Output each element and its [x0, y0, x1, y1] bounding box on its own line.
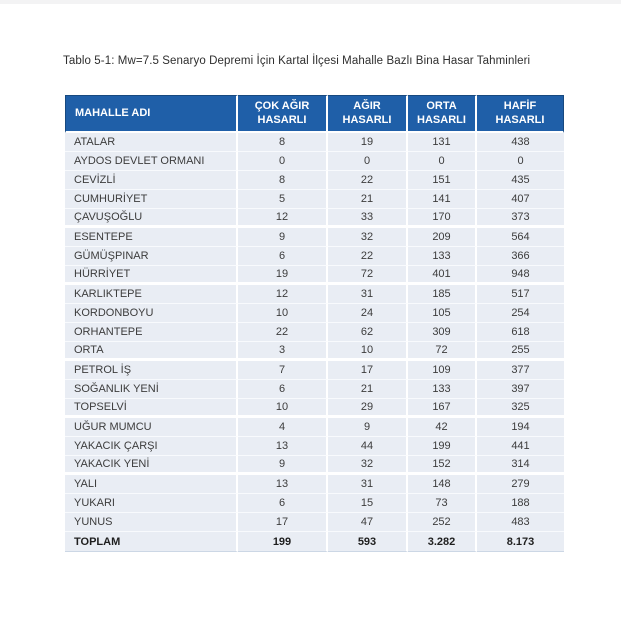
- damage-count: 133: [408, 247, 477, 266]
- total-hafif: 8.173: [477, 532, 564, 552]
- damage-count: 12: [238, 209, 328, 228]
- damage-count: 10: [328, 342, 408, 361]
- damage-count: 24: [328, 304, 408, 323]
- table-row: [65, 152, 564, 171]
- damage-count: 152: [408, 456, 477, 475]
- damage-count: 131: [408, 133, 477, 152]
- table-row: [65, 171, 564, 190]
- column-header-cok-agir-hasarli: ÇOK AĞIR HASARLI: [238, 95, 328, 133]
- damage-count: 4: [238, 418, 328, 437]
- neighborhood-name: ESENTEPE: [65, 228, 238, 247]
- damage-count: 209: [408, 228, 477, 247]
- damage-count: 13: [238, 475, 328, 494]
- damage-count: 7: [238, 361, 328, 380]
- damage-count: 42: [408, 418, 477, 437]
- total-row: [65, 532, 564, 552]
- table-row: [65, 361, 564, 380]
- damage-count: 199: [408, 437, 477, 456]
- neighborhood-name: PETROL İŞ: [65, 361, 238, 380]
- damage-count: 19: [328, 133, 408, 152]
- column-header-orta-hasarli: ORTA HASARLI: [408, 95, 477, 133]
- neighborhood-name: CUMHURİYET: [65, 190, 238, 209]
- neighborhood-name: YUNUS: [65, 513, 238, 532]
- damage-count: 564: [477, 228, 564, 247]
- damage-count: 517: [477, 285, 564, 304]
- table-row: [65, 513, 564, 532]
- neighborhood-name: ORTA: [65, 342, 238, 361]
- damage-count: 151: [408, 171, 477, 190]
- damage-count: 29: [328, 399, 408, 418]
- damage-count: 33: [328, 209, 408, 228]
- column-header-mahalle-adi: MAHALLE ADI: [65, 95, 238, 133]
- damage-count: 948: [477, 266, 564, 285]
- table-row: [65, 380, 564, 399]
- damage-count: 32: [328, 456, 408, 475]
- damage-count: 407: [477, 190, 564, 209]
- damage-count: 72: [408, 342, 477, 361]
- damage-count: 44: [328, 437, 408, 456]
- table-row: [65, 228, 564, 247]
- table-row: [65, 342, 564, 361]
- table-caption: Tablo 5-1: Mw=7.5 Senaryo Depremi İçin Kartal İlçesi Mahalle Bazlı Bina Hasar Tahminleri: [63, 55, 531, 67]
- neighborhood-name: GÜMÜŞPINAR: [65, 247, 238, 266]
- table-row: [65, 475, 564, 494]
- total-label: TOPLAM: [65, 532, 238, 552]
- damage-count: 279: [477, 475, 564, 494]
- damage-count: 62: [328, 323, 408, 342]
- damage-count: 8: [238, 171, 328, 190]
- neighborhood-name: UĞUR MUMCU: [65, 418, 238, 437]
- damage-count: 373: [477, 209, 564, 228]
- table-row: [65, 304, 564, 323]
- neighborhood-name: YALI: [65, 475, 238, 494]
- damage-count: 435: [477, 171, 564, 190]
- damage-count: 148: [408, 475, 477, 494]
- damage-count: 12: [238, 285, 328, 304]
- damage-count: 309: [408, 323, 477, 342]
- table-row: [65, 494, 564, 513]
- neighborhood-name: KORDONBOYU: [65, 304, 238, 323]
- damage-count: 31: [328, 285, 408, 304]
- damage-count: 0: [408, 152, 477, 171]
- damage-count: 47: [328, 513, 408, 532]
- damage-count: 10: [238, 304, 328, 323]
- damage-count: 8: [238, 133, 328, 152]
- column-header-agir-hasarli: AĞIR HASARLI: [328, 95, 408, 133]
- damage-count: 6: [238, 494, 328, 513]
- damage-count: 170: [408, 209, 477, 228]
- header-row: [65, 95, 564, 133]
- damage-count: 255: [477, 342, 564, 361]
- damage-count: 5: [238, 190, 328, 209]
- damage-count: 73: [408, 494, 477, 513]
- damage-count: 314: [477, 456, 564, 475]
- damage-count: 6: [238, 380, 328, 399]
- damage-count: 366: [477, 247, 564, 266]
- damage-count: 252: [408, 513, 477, 532]
- table-row: [65, 247, 564, 266]
- neighborhood-name: SOĞANLIK YENİ: [65, 380, 238, 399]
- damage-count: 22: [328, 247, 408, 266]
- damage-count: 31: [328, 475, 408, 494]
- damage-count: 377: [477, 361, 564, 380]
- table-row: [65, 323, 564, 342]
- damage-count: 0: [477, 152, 564, 171]
- neighborhood-name: AYDOS DEVLET ORMANI: [65, 152, 238, 171]
- damage-count: 109: [408, 361, 477, 380]
- table-row: [65, 266, 564, 285]
- neighborhood-name: ATALAR: [65, 133, 238, 152]
- neighborhood-name: HÜRRİYET: [65, 266, 238, 285]
- damage-count: 21: [328, 190, 408, 209]
- damage-count: 9: [328, 418, 408, 437]
- damage-count: 167: [408, 399, 477, 418]
- damage-count: 483: [477, 513, 564, 532]
- damage-count: 32: [328, 228, 408, 247]
- neighborhood-name: YAKACIK ÇARŞI: [65, 437, 238, 456]
- damage-count: 618: [477, 323, 564, 342]
- damage-count: 3: [238, 342, 328, 361]
- table-row: [65, 285, 564, 304]
- damage-count: 72: [328, 266, 408, 285]
- neighborhood-name: YUKARI: [65, 494, 238, 513]
- damage-count: 194: [477, 418, 564, 437]
- total-agir: 593: [328, 532, 408, 552]
- damage-count: 133: [408, 380, 477, 399]
- damage-count: 10: [238, 399, 328, 418]
- table-row: [65, 418, 564, 437]
- damage-count: 325: [477, 399, 564, 418]
- damage-count: 17: [328, 361, 408, 380]
- neighborhood-name: KARLIKTEPE: [65, 285, 238, 304]
- damage-count: 438: [477, 133, 564, 152]
- neighborhood-name: ORHANTEPE: [65, 323, 238, 342]
- table-row: [65, 209, 564, 228]
- damage-count: 22: [238, 323, 328, 342]
- total-orta: 3.282: [408, 532, 477, 552]
- damage-count: 9: [238, 228, 328, 247]
- neighborhood-name: YAKACIK YENİ: [65, 456, 238, 475]
- damage-count: 188: [477, 494, 564, 513]
- table-row: [65, 399, 564, 418]
- total-cok-agir: 199: [238, 532, 328, 552]
- neighborhood-name: ÇAVUŞOĞLU: [65, 209, 238, 228]
- damage-count: 0: [238, 152, 328, 171]
- neighborhood-name: TOPSELVİ: [65, 399, 238, 418]
- damage-count: 13: [238, 437, 328, 456]
- damage-count: 397: [477, 380, 564, 399]
- table-row: [65, 456, 564, 475]
- damage-count: 441: [477, 437, 564, 456]
- damage-count: 185: [408, 285, 477, 304]
- damage-count: 17: [238, 513, 328, 532]
- damage-count: 21: [328, 380, 408, 399]
- damage-count: 401: [408, 266, 477, 285]
- column-header-hafif-hasarli: HAFİF HASARLI: [477, 95, 564, 133]
- table-row: [65, 133, 564, 152]
- damage-table: [65, 95, 564, 552]
- neighborhood-name: CEVİZLİ: [65, 171, 238, 190]
- damage-count: 9: [238, 456, 328, 475]
- damage-count: 19: [238, 266, 328, 285]
- damage-count: 6: [238, 247, 328, 266]
- damage-count: 141: [408, 190, 477, 209]
- damage-count: 15: [328, 494, 408, 513]
- damage-count: 254: [477, 304, 564, 323]
- damage-count: 0: [328, 152, 408, 171]
- damage-count: 22: [328, 171, 408, 190]
- table-row: [65, 437, 564, 456]
- damage-count: 105: [408, 304, 477, 323]
- table-row: [65, 190, 564, 209]
